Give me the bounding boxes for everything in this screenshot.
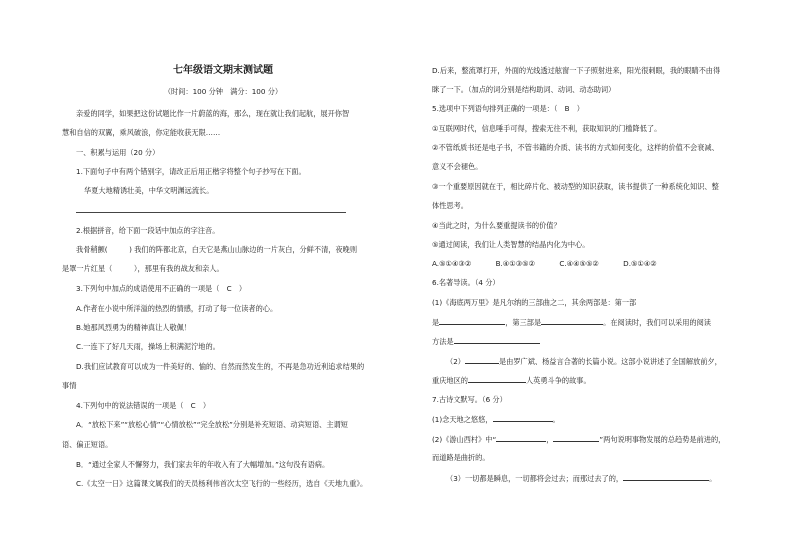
question-5-item-5: ⑤通过阅读，我们让人类智慧的结晶内化为中心。 xyxy=(432,240,590,249)
question-7-part-2-cont: 而道路是曲折的。 xyxy=(432,453,490,462)
exam-subtitle: （时间：100 分钟 满分：100 分） xyxy=(163,87,283,96)
question-4-option-d: D.后来，整流罩打开，外面的光线透过舷窗一下子照射进来，阳光很刺眼，我的眼睛不由得 xyxy=(432,66,721,75)
question-5-item-2-cont: 意义不会褪色。 xyxy=(432,162,483,171)
question-6-part-2-cont: 重庆地区的 人英勇斗争的故事。 xyxy=(432,376,591,385)
question-5-option-b: B.④①③⑤② xyxy=(495,259,536,268)
question-6-part-1: (1)《海底两万里》是凡尔纳的三部曲之二，其余两部是：第一部 xyxy=(432,298,637,307)
question-5-option-a: A.⑤①④③② xyxy=(432,259,472,268)
question-7-part-3: （3）一切都是瞬息，一切都将会过去；而那过去了的， 。 xyxy=(446,474,717,483)
fill-blank xyxy=(623,473,709,481)
question-2: 2.根据拼音，给下面一段话中加点的字注音。 xyxy=(76,226,220,235)
fill-blank xyxy=(496,434,546,442)
question-1-sentence: 华夏大地精诱壮美，中华文明渊远流长。 xyxy=(84,186,214,195)
question-5: 5.选项中下列语句排列正确的一项是：（ B ） xyxy=(432,104,584,113)
question-6-part-2: （2） 是由罗广斌、杨益言合著的长篇小说。这部小说讲述了全国解放前夕， xyxy=(446,357,722,366)
question-7-part-1: (1)念天地之悠悠， 。 xyxy=(432,415,560,424)
question-3-option-a: A.作者在小说中所洋溢的热烈的情感，打动了每一位读者的心。 xyxy=(76,304,278,313)
intro-line-1: 亲爱的同学，如果把这份试题比作一片蔚蓝的海，那么，现在就让我们起航，展开你智 xyxy=(76,109,350,118)
question-4: 4.下列句中的说法错误的一项是（ C ） xyxy=(76,401,211,410)
question-6-part-1-cont: 是 ，第三部是 。在阅读时，我们可以采用的阅读 xyxy=(432,318,711,327)
fill-blank xyxy=(541,317,603,325)
question-4-option-b: B．“通过全家人不懈努力，我们家去年的年收入有了大幅增加。”这句没有语病。 xyxy=(76,460,330,469)
question-3-option-d: D.我们应试教育可以成为一件美好的、愉的、自然而然发生的，不再是急功近利追求结果的 xyxy=(76,362,365,371)
question-3-option-b: B.她那风烈勇为的精神真让人敬佩！ xyxy=(76,323,192,332)
question-2-text-b: 是罩一片红星（ ），那里有我的战友和亲人。 xyxy=(62,264,224,273)
fill-blank xyxy=(454,336,540,344)
question-4-option-c: C.《太空一日》这篇课文属我们的天员杨利伟首次太空飞行的一些经历，选自《天地九重》。 xyxy=(76,479,368,488)
answer-line xyxy=(76,212,346,213)
question-2-text-a: 我骨稍颤( ) 我们的阵都北京，白天它是燕山山脉边的一片灰白，分鲜不清，夜晚则 xyxy=(76,245,358,254)
question-5-item-1: ①互联网时代，信息唾手可得，搜索无往不利，获取知识的门槛降低了。 xyxy=(432,124,662,133)
question-1: 1.下面句子中有两个错别字，请改正后用正楷字将整个句子抄写在下面。 xyxy=(76,167,306,176)
question-5-item-2: ②不管纸质书还是电子书，不管书籍的介质、读书的方式如何变化，这样的价值不会衰减、 xyxy=(432,143,719,152)
fill-blank xyxy=(465,356,499,364)
question-7-part-2: (2)《游山西村》中“ ， ”两句说明事物发展的总趋势是前进的， xyxy=(432,435,726,444)
question-5-item-3: ③一个重要原因就在于，相比碎片化、被动型的知识获取，读书提供了一种系统化知识、整 xyxy=(432,182,719,191)
question-5-options xyxy=(432,259,754,269)
question-4-option-a: A．“放松下来”“放松心情”“心情放松”“完全放松”分别是补充短语、动宾短语、主谓短 xyxy=(76,420,348,429)
section-heading-1: 一、积累与运用（20 分） xyxy=(76,148,160,157)
question-7: 7.古诗文默写。（6 分） xyxy=(432,395,507,404)
question-6: 6.名著导读。（4 分） xyxy=(432,278,500,287)
exam-title: 七年级语文期末测试题 xyxy=(173,65,273,76)
fill-blank xyxy=(493,414,553,422)
question-4-option-d-cont: 眯了一下。（加点的词分别是结构助词、动词、动态助词） xyxy=(432,85,616,94)
question-5-option-d: D.⑤①④② xyxy=(623,259,657,268)
question-3-option-c: C.一连下了好几天雨，操场上积满泥泞地的。 xyxy=(76,342,220,351)
fill-blank xyxy=(468,375,526,383)
question-6-part-1-method: 方法是 xyxy=(432,336,754,347)
question-5-item-4: ④当此之时，为什么要重提读书的价值？ xyxy=(432,221,561,230)
question-3: 3.下列句中加点的成语使用不正确的一项是（ C ） xyxy=(76,284,247,293)
question-5-item-3-cont: 体性思考。 xyxy=(432,201,468,210)
fill-blank xyxy=(553,434,599,442)
question-3-option-d-cont: 事情 xyxy=(62,381,77,390)
question-5-option-c: C.④④⑤⑤② xyxy=(559,259,599,268)
fill-blank xyxy=(439,317,505,325)
intro-line-2: 慧和自信的双翼，乘风破浪，你定能收获无限…… xyxy=(62,128,221,137)
question-4-option-a-cont: 语、偏正短语。 xyxy=(62,440,113,449)
